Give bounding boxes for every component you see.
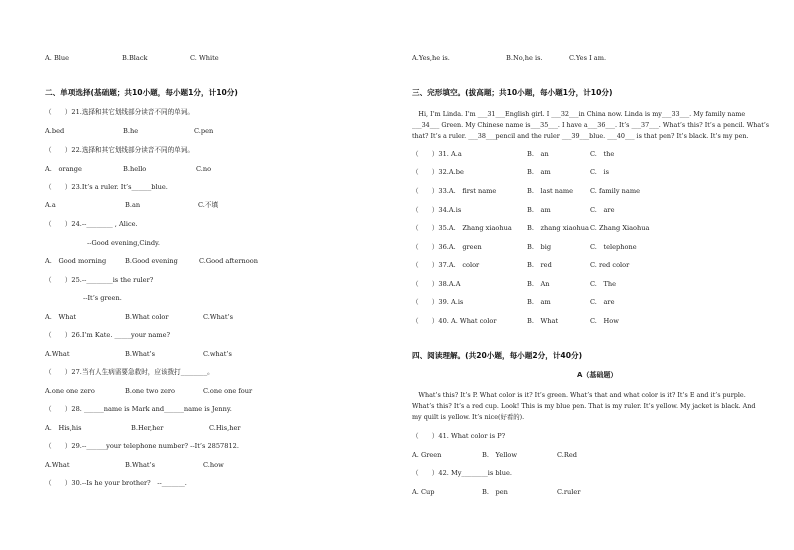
option-c: C.ruler (557, 488, 581, 496)
question-24: （ ）24.--________ , Alice. (45, 220, 138, 228)
option-b: B. An (527, 280, 550, 288)
option-c: C. family name (590, 187, 640, 195)
option-c: C.what’s (203, 350, 232, 358)
option-c: C. is (590, 168, 609, 176)
option-c: C. are (590, 206, 615, 214)
option-a: A.What (45, 350, 70, 358)
option-c: C.Yes I am. (569, 54, 607, 62)
option-a: A. Good morning (45, 257, 107, 265)
option-c: C.Red (557, 451, 577, 459)
option-c: C.Good afternoon (199, 257, 258, 265)
option-b: B. last name (527, 187, 574, 195)
reading-passage-line: my quilt is yellow. It’s nice(好看的). (412, 413, 525, 421)
option-a: A. Green (412, 451, 442, 459)
option-b: B.Black (122, 54, 148, 62)
option-b: B.What color (125, 313, 169, 321)
option-c: C.不填 (198, 201, 219, 209)
option-c: C. How (590, 317, 619, 325)
option-a: （ ）32.A.be (412, 168, 464, 176)
option-c: C.What’s (203, 313, 233, 321)
option-b: B.hello (123, 165, 147, 173)
question-22: （ ）22.选择和其它划线部分读音不同的单词。 (45, 146, 194, 154)
option-a: A.a (45, 201, 56, 209)
question-21: （ ）21.选择和其它划线部分读音不同的单词。 (45, 108, 194, 116)
question-25: （ ）25.--________is the ruler? (45, 276, 154, 284)
question-25-reply: --It’s green. (83, 294, 122, 302)
option-b: B. red (527, 261, 552, 269)
option-b: B.Good evening (125, 257, 178, 265)
reading-passage-line: What’s this? It’s a red cup. Look! This is my blue pen. That is my ruler. It’s yellow. My jacket is black. And (412, 402, 756, 410)
question-26: （ ）26.I’m Kate. _____your name? (45, 331, 171, 339)
option-b: B.What’s (125, 350, 156, 358)
question-27: （ ）27.当有人生病需要急救时，应该拨打________。 (45, 368, 214, 376)
option-c: C.His,her (209, 424, 241, 432)
question-42: （ ）42. My________is blue. (412, 469, 512, 477)
option-c: C.pen (194, 127, 214, 135)
option-b: B.What’s (125, 461, 156, 469)
option-c: C.how (203, 461, 224, 469)
option-b: B.No,he is. (506, 54, 543, 62)
cloze-passage-line: Hi, I’m Linda. I’m ___31___English girl. I ___32___in China now. Linda is my___33___. My family name (412, 110, 746, 118)
option-a: （ ）36.A. green (412, 243, 482, 251)
option-b: B. an (527, 150, 549, 158)
option-c: C.one one four (203, 387, 253, 395)
option-b: B. What (527, 317, 559, 325)
section-2-title: 二、单项选择(基础题；共10小题，每小题1分，计10分) (45, 88, 238, 97)
reading-passage-line: What’s this? It’s P. What color is it? It’s green. What’s that and what color is it? It’s E and it’s purple. (412, 391, 746, 399)
option-b: B.one two zero (125, 387, 176, 395)
cloze-passage-line: ___34___ Green. My Chinese name is___35___. I have a___36___. It’s ___37___. What’s this? It’s a pencil. What’s (412, 121, 770, 129)
option-b: B. Yellow (482, 451, 518, 459)
option-a: （ ）33.A. first name (412, 187, 497, 195)
option-a: A. orange (45, 165, 82, 173)
option-a: A. Blue (45, 54, 70, 62)
option-a: A.bed (45, 127, 65, 135)
section-4-subtitle: A（基础题） (577, 371, 618, 379)
option-c: C. telephone (590, 243, 637, 251)
question-30: （ ）30.--Is he your brother? --_______. (45, 479, 187, 487)
question-24-reply: --Good evening,Cindy. (87, 239, 160, 247)
cloze-passage-line: that? It’s a ruler. ___38___pencil and the ruler ___39___blue. ___40___ is that pen? It’s black. It’s my pen. (412, 132, 749, 140)
option-b: B. am (527, 206, 551, 214)
option-c: C. Zhang Xiaohua (590, 224, 650, 232)
option-a: （ ）34.A.is (412, 206, 462, 214)
question-41: （ ）41. What color is P? (412, 432, 506, 440)
option-a: A.What (45, 461, 70, 469)
option-a: A. Cup (412, 488, 435, 496)
option-b: B. am (527, 298, 551, 306)
option-a: （ ）39. A.is (412, 298, 464, 306)
option-a: （ ）38.A.A (412, 280, 461, 288)
option-c: C. are (590, 298, 615, 306)
option-a: （ ）40. A. What color (412, 317, 497, 325)
option-b: B. pen (482, 488, 508, 496)
option-c: C. The (590, 280, 617, 288)
section-3-title: 三、完形填空。(拔高题；共10小题，每小题1分，计10分) (412, 88, 613, 97)
option-a: （ ）37.A. color (412, 261, 480, 269)
question-23: （ ）23.It’s a ruler. It’s______blue. (45, 183, 168, 191)
option-a: A.one one zero (45, 387, 95, 395)
option-c: C. the (590, 150, 615, 158)
option-a: A. What (45, 313, 77, 321)
option-c: C. White (190, 54, 219, 62)
option-b: B. am (527, 168, 551, 176)
question-29: （ ）29.--______your telephone number? --It’s 2857812. (45, 442, 239, 450)
option-b: B.Her,her (131, 424, 164, 432)
option-b: B.he (123, 127, 139, 135)
option-c: C. red color (590, 261, 630, 269)
option-a: （ ）35.A. Zhang xiaohua (412, 224, 512, 232)
option-a: A.Yes,he is. (412, 54, 450, 62)
question-28: （ ）28. ______name is Mark and______name is Jenny. (45, 405, 232, 413)
option-b: B.an (125, 201, 141, 209)
option-a: A. His,his (45, 424, 82, 432)
option-a: （ ）31. A.a (412, 150, 462, 158)
section-4-title: 四、阅读理解。(共20小题，每小题2分，计40分) (412, 351, 583, 360)
option-c: C.no (196, 165, 212, 173)
option-b: B. big (527, 243, 552, 251)
option-b: B. zhang xiaohua (527, 224, 589, 232)
